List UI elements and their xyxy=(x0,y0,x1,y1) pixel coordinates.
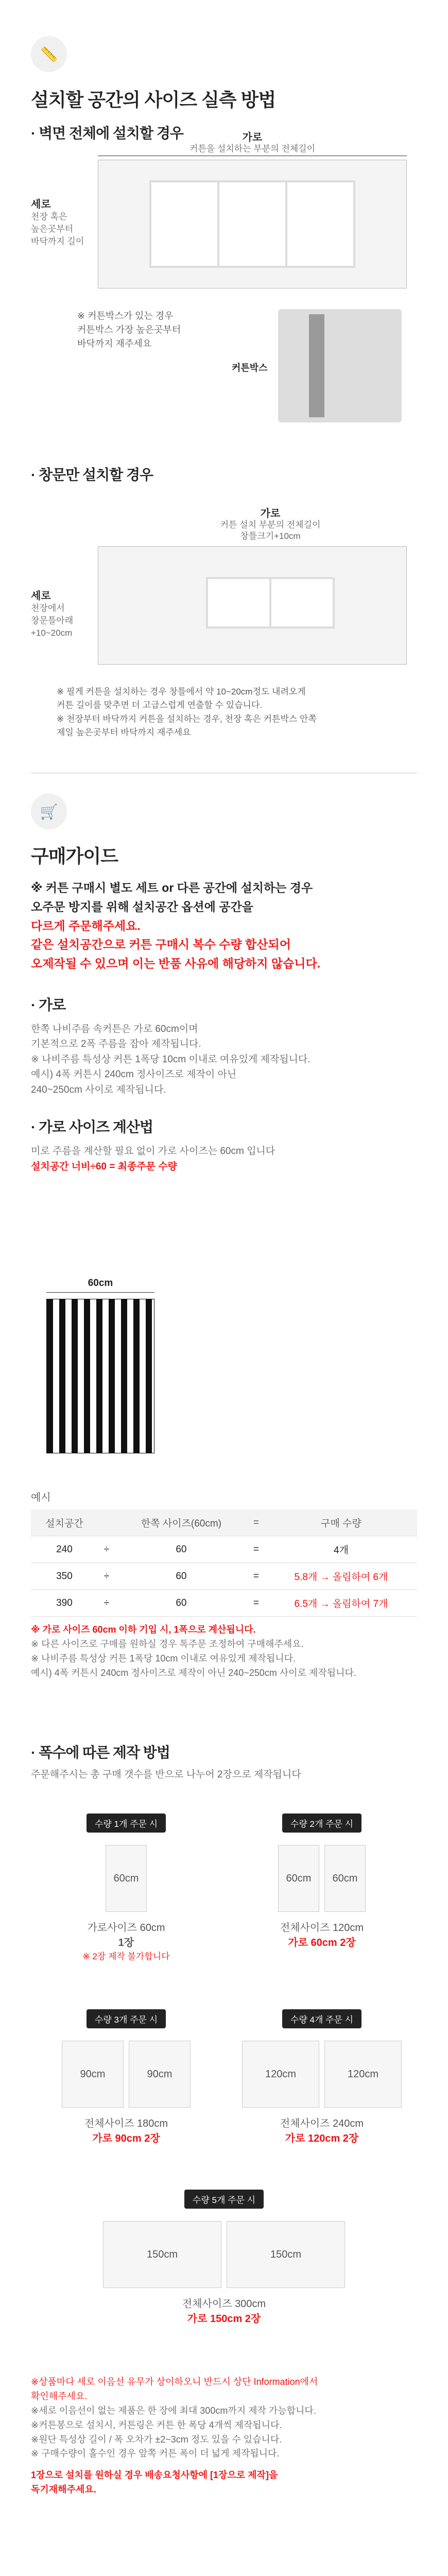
wall-height-label: 세로 천장 혹은 높은곳부터 바닥까지 길이 xyxy=(31,199,84,246)
wall-subtitle: · 벽면 전체에 설치할 경우 xyxy=(31,125,183,141)
measure-section xyxy=(31,36,417,143)
window-subtitle: · 창문만 설치할 경우 xyxy=(31,467,153,483)
guide-intro: ※ 커튼 구매시 별도 세트 or 다른 공간에 설치하는 경우 오주문 방지를 위해 설치공간 옵션에 공간을 다르게 주문해주세요. 같은 설치공간으로 커튼 구매시 복수 수량 합산되어 오제작될 수 있으며 이는 반품 사유에 해당하지 않습니다. xyxy=(31,881,321,971)
curtain-width-diagram: 60cm xyxy=(46,1278,154,1463)
measure-title: 설치할 공간의 사이즈 실측 방법 xyxy=(31,89,276,110)
window-note: ※ 필게 커튼을 설치하는 경우 창틀에서 약 10~20cm정도 내려오게 커튼 길이를 맞추면 더 고급스럽게 연출할 수 있습니다. ※ 천장부터 바닥까지 커튼을 설치하는 경우, 천장 혹은 커튼박스 안쪽 제일 높은곳부터 바닥까지 재주세요 xyxy=(57,687,317,738)
guide-title: 구매가이드 xyxy=(31,845,118,867)
qty2-panel: 수량 2개 주문 시 60cm 60cm 전체사이즈 120cm 가로 60cm 2장 xyxy=(237,1814,407,1949)
width-notes: ※상품마다 세로 이음선 유무가 상이하오니 반드시 상단 Information에서 확인해주세요. ※세로 이음선이 없는 제품은 한 장에 최대 300cm까지 제작 가능합니다. ※커튼봉으로 설치시, 커튼링은 커튼 한 폭당 4개씩 제작됩니다. ※원단 특성상 길이 / 폭 오차가 ±2~3cm 정도 있을 수 있습니다. ※ 구매수량이 홀수인 경우 앞쪽 커튼 폭이 더 넓게 제작됩니다. 1장으로 설치를 원하실 경우 배송요청사항에 [1장으로 제작]을 독기재해주세요. xyxy=(31,2377,318,2495)
calc-heading: 가로 사이즈 계산법 xyxy=(39,1119,153,1136)
ruler-icon: 📏 xyxy=(31,36,67,72)
qty1-panel: 수량 1개 주문 시 60cm 가로사이즈 60cm 1장 ※ 2장 제작 불가합니다 xyxy=(41,1814,211,1962)
qty4-panel: 수량 4개 주문 시 120cm 120cm 전체사이즈 240cm 가로 120cm 2장 xyxy=(237,2009,407,2145)
curtain-box-note: ※ 커튼박스가 있는 경우 커튼박스 가장 높은곳부터 바닥까지 재주세요 xyxy=(77,311,181,349)
qty5-panel: 수량 5개 주문 시 150cm 150cm 전체사이즈 300cm 가로 150cm 2장 xyxy=(88,2190,360,2325)
curtain-box-photo xyxy=(278,309,402,422)
calc-desc: 미로 주름을 계산할 필요 없이 가로 사이즈는 60cm 입니다 설치공간 너비÷60 = 최종주문 수량 xyxy=(31,1146,275,1172)
wall-diagram: 가로 커튼을 설치하는 부분의 전체길이 xyxy=(77,129,407,289)
width-desc: 한쪽 나비주름 속커튼은 가로 60cm이며 기본적으로 2폭 주름을 잡아 제작됩니다. ※ 나비주름 특성상 커튼 1폭당 10cm 이내로 여유있게 제작됩니다. 예시) 4폭 커튼시 240cm 정사이즈로 제작이 아닌 240~250cm 사이로 제작됩니다. xyxy=(31,1023,311,1095)
calc-table: 설치공간 한쪽 사이즈(60cm) = 구매 수량 240 ÷ 60 = 4개 350 ÷ 60 = 5.8개 → 올림하여 6개 390 ÷ 60 = 6.5개 → 올림하여 7개 xyxy=(31,1510,417,1617)
window-diagram: 가로 커튼 설치 부분의 전체길이 창틀크기+10cm xyxy=(77,505,407,670)
width-method-section: · 폭수에 따른 제작 방법 주문해주시는 총 구매 갯수를 반으로 나누어 2장으로 제작됩니다 xyxy=(31,1744,301,1780)
qty3-panel: 수량 3개 주문 시 90cm 90cm 전체사이즈 180cm 가로 90cm 2장 xyxy=(41,2009,211,2145)
curtain-box-label: 커튼박스 xyxy=(232,363,268,373)
calc-note: ※ 가로 사이즈 60cm 이하 기입 시, 1폭으로 계산됩니다. ※ 다른 사이즈로 구매를 원하실 경우 톡주문 조정하여 구매해주세요. ※ 나비주름 특성상 커튼 1폭당 10cm 이내로 여유있게 제작됩니다. 예시) 4폭 커튼시 240cm 정사이즈로 제작이 아닌 240~250cm 사이로 제작됩니다. xyxy=(31,1624,356,1678)
guide-icon: 🛒 xyxy=(31,793,67,829)
window-height-label: 세로 천장에서 창문틀아래 +10~20cm xyxy=(31,590,74,638)
guide-section: 🛒 구매가이드 ※ 커튼 구매시 별도 세트 or 다른 공간에 설치하는 경우 오주문 방지를 위해 설치공간 옵션에 공간을 다르게 주문해주세요. 같은 설치공간으로 커튼 구매시 복수 수량 합산되어 오제작될 수 있으며 이는 반품 사유에 해당하지 않습니다. · 가로 한쪽 나비주름 속커튼은 가로 60cm이며 기본적으로 2폭 주름을 잡아 제작됩니다. ※ 나비주름 특성상 커튼 1폭당 10cm 이내로 여유있게 제작됩니다. 예시) 4폭 커튼시 240cm 정사이즈로 제작이 아닌 240~250cm 사이로 제작됩니다. · 가로 사이즈 계산법 미로 주름을 계산할 필요 없이 가로 사이즈는 60cm 입니다 설치공간 너비÷60 = 최종주문 수량 xyxy=(31,793,417,1174)
width-heading: 가로 xyxy=(39,996,66,1013)
example-label: 예시 xyxy=(31,1492,51,1503)
